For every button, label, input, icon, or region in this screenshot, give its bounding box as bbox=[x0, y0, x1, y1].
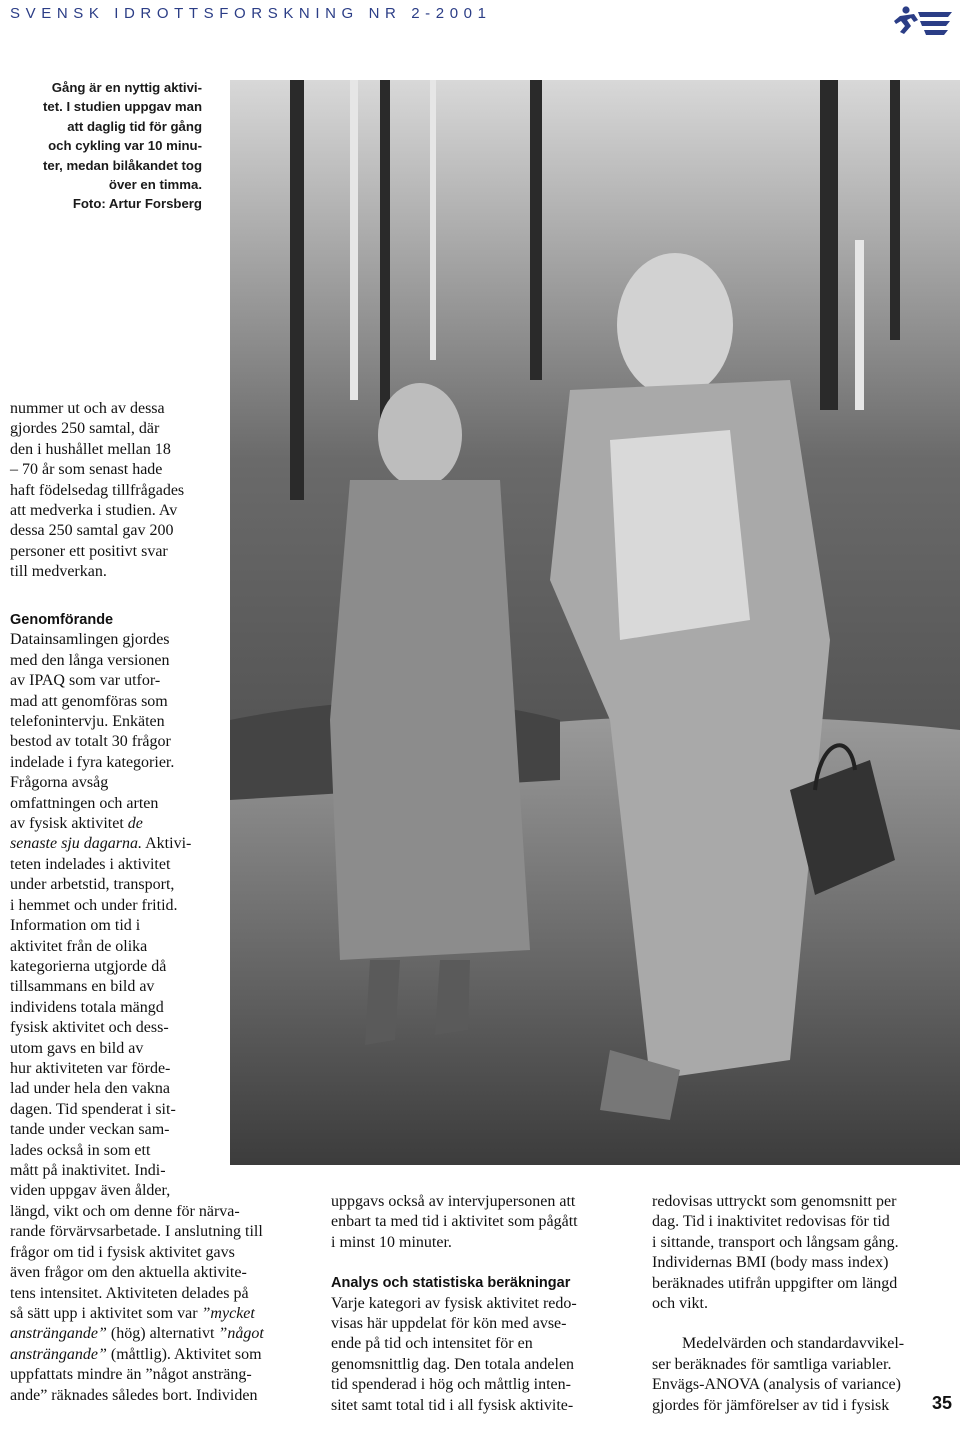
text-line: Datainsamlingen gjordes bbox=[10, 631, 170, 649]
column-1-lower bbox=[10, 1202, 315, 1406]
text-segment: så sätt upp i aktivitet som var bbox=[10, 1305, 202, 1323]
text-line: bestod av totalt 30 frågor bbox=[10, 733, 171, 751]
italic-text: de bbox=[127, 815, 143, 833]
text-segment: (hög) alternativt bbox=[106, 1325, 219, 1343]
text-line: Medelvärden och standardavvikel- bbox=[682, 1335, 905, 1353]
column-1-top bbox=[10, 399, 225, 583]
text-line: omfattningen och arten bbox=[10, 794, 159, 812]
text-line: redovisas uttryckt som genomsnitt per bbox=[652, 1193, 897, 1210]
photo-caption bbox=[30, 78, 202, 214]
column-3 bbox=[652, 1192, 952, 1416]
text-line: längd, vikt och om denne för närva- bbox=[10, 1203, 240, 1220]
text-line: sitet samt total tid i all fysisk aktivite- bbox=[331, 1396, 574, 1414]
text-segment: (måttlig). Aktivitet som bbox=[106, 1345, 262, 1363]
text-line bbox=[10, 814, 225, 834]
text-line: tande under veckan sam- bbox=[10, 1121, 170, 1139]
section-heading: Genomförande bbox=[10, 612, 114, 628]
text-line: hur aktiviteten var förde- bbox=[10, 1059, 171, 1077]
text-line bbox=[10, 1304, 315, 1324]
text-line: genomsnittlig dag. Den totala andelen bbox=[331, 1355, 575, 1373]
column-2 bbox=[331, 1192, 631, 1416]
text-line: dagen. Tid spenderat i sit- bbox=[10, 1100, 176, 1118]
text-line: nummer ut och av dessa bbox=[10, 400, 165, 417]
text-line: och vikt. bbox=[652, 1295, 708, 1313]
text-line: kategorierna utgjorde då bbox=[10, 957, 167, 975]
text-line: till medverkan. bbox=[10, 563, 107, 581]
text-line: ende på tid och intensitet för en bbox=[331, 1335, 533, 1353]
text-line: i minst 10 minuter. bbox=[331, 1233, 452, 1251]
text-line: mad att genomföras som bbox=[10, 692, 168, 710]
column-1-genomforande bbox=[10, 610, 225, 1202]
text-line: under arbetstid, transport, bbox=[10, 876, 175, 894]
text-line: telefonintervju. Enkäten bbox=[10, 713, 165, 731]
italic-text: senaste sju dagarna. bbox=[10, 835, 142, 853]
text-line: i hemmet och under fritid. bbox=[10, 896, 178, 914]
text-line: indelade i fyra kategorier. bbox=[10, 753, 175, 771]
text-line: tillsammans en bild av bbox=[10, 978, 155, 996]
runner-logo-icon bbox=[892, 4, 954, 38]
text-line: tid spenderad i hög och måttlig inten- bbox=[331, 1376, 571, 1394]
text-segment: Aktivi- bbox=[142, 835, 192, 853]
caption-line: ter, medan bilåkandet tog bbox=[42, 157, 202, 173]
text-line: dag. Tid i inaktivitet redovisas för tid bbox=[652, 1213, 890, 1231]
text-line: enbart ta med tid i aktivitet som pågått bbox=[331, 1213, 578, 1231]
text-line: i sittande, transport och långsam gång. bbox=[652, 1233, 899, 1251]
photo-credit: Foto: Artur Forsberg bbox=[72, 196, 202, 212]
text-line: den i hushållet mellan 18 bbox=[10, 440, 171, 458]
text-line: Individernas BMI (body mass index) bbox=[652, 1254, 889, 1272]
text-line: viden uppgav även ålder, bbox=[10, 1182, 171, 1200]
text-line: individens totala mängd bbox=[10, 998, 164, 1016]
caption-line: och cykling var 10 minu- bbox=[48, 138, 202, 154]
text-line: Information om tid i bbox=[10, 917, 141, 935]
text-line: med den långa versionen bbox=[10, 651, 170, 669]
text-line: – 70 år som senast hade bbox=[10, 461, 163, 479]
italic-text: ”mycket bbox=[201, 1305, 255, 1323]
caption-line: att daglig tid för gång bbox=[67, 118, 202, 134]
text-line: dessa 250 samtal gav 200 bbox=[10, 522, 174, 540]
text-line: att medverka i studien. Av bbox=[10, 502, 178, 520]
page-number: 35 bbox=[932, 1393, 953, 1413]
text-line: lad under hela den vakna bbox=[10, 1080, 170, 1098]
text-line: Envägs-ANOVA (analysis of variance) bbox=[652, 1376, 901, 1394]
text-line: uppfattats mindre än ”något ansträng- bbox=[10, 1366, 252, 1384]
text-line: ande” räknades således bort. Individen bbox=[10, 1386, 258, 1404]
text-line: frågor om tid i fysisk aktivitet gavs bbox=[10, 1243, 235, 1261]
italic-text: ”något bbox=[218, 1325, 264, 1343]
text-line bbox=[10, 1345, 315, 1365]
text-line: lades också in som ett bbox=[10, 1141, 151, 1159]
text-line: rande förvärvsarbetade. I anslutning till bbox=[10, 1223, 263, 1241]
caption-line: Gång är en nyttig aktivi- bbox=[51, 80, 202, 95]
text-line: visas här uppdelat för kön med avse- bbox=[331, 1315, 567, 1333]
text-line: utom gavs en bild av bbox=[10, 1039, 144, 1057]
text-line: teten indelades i aktivitet bbox=[10, 855, 171, 873]
section-heading: Analys och statistiska beräkningar bbox=[331, 1275, 571, 1292]
running-header: SVENSK IDROTTSFORSKNING NR 2-2001 bbox=[10, 5, 492, 22]
text-line: haft födelsedag tillfrågades bbox=[10, 481, 185, 499]
text-line: beräknades utifrån uppgifter om längd bbox=[652, 1274, 898, 1292]
article-photo bbox=[230, 80, 960, 1165]
text-line bbox=[10, 1324, 315, 1344]
text-line: tens intensitet. Aktiviteten delades på bbox=[10, 1284, 249, 1302]
text-line: aktivitet från de olika bbox=[10, 937, 148, 955]
text-line: även frågor om den aktuella aktivite- bbox=[10, 1264, 247, 1282]
italic-text: ansträngande” bbox=[10, 1345, 107, 1363]
text-line: gjordes för jämförelser av tid i fysisk bbox=[652, 1396, 890, 1414]
text-line: personer ett positivt svar bbox=[10, 542, 168, 560]
text-line: mått på inaktivitet. Indi- bbox=[10, 1161, 166, 1179]
text-line: ser beräknades för samtliga variabler. bbox=[652, 1355, 892, 1373]
caption-line: tet. I studien uppgav man bbox=[43, 99, 202, 115]
text-segment: av fysisk aktivitet bbox=[10, 815, 124, 833]
italic-text: ansträngande” bbox=[10, 1325, 107, 1343]
text-line: av IPAQ som var utfor- bbox=[10, 672, 161, 690]
text-line: Varje kategori av fysisk aktivitet redo- bbox=[331, 1294, 577, 1312]
text-line: Frågorna avsåg bbox=[10, 774, 109, 792]
text-line: uppgavs också av intervjupersonen att bbox=[331, 1193, 576, 1210]
caption-line: över en timma. bbox=[108, 177, 202, 193]
text-line: fysisk aktivitet och dess- bbox=[10, 1019, 169, 1037]
text-line bbox=[10, 834, 225, 854]
text-line: gjordes 250 samtal, där bbox=[10, 420, 160, 438]
